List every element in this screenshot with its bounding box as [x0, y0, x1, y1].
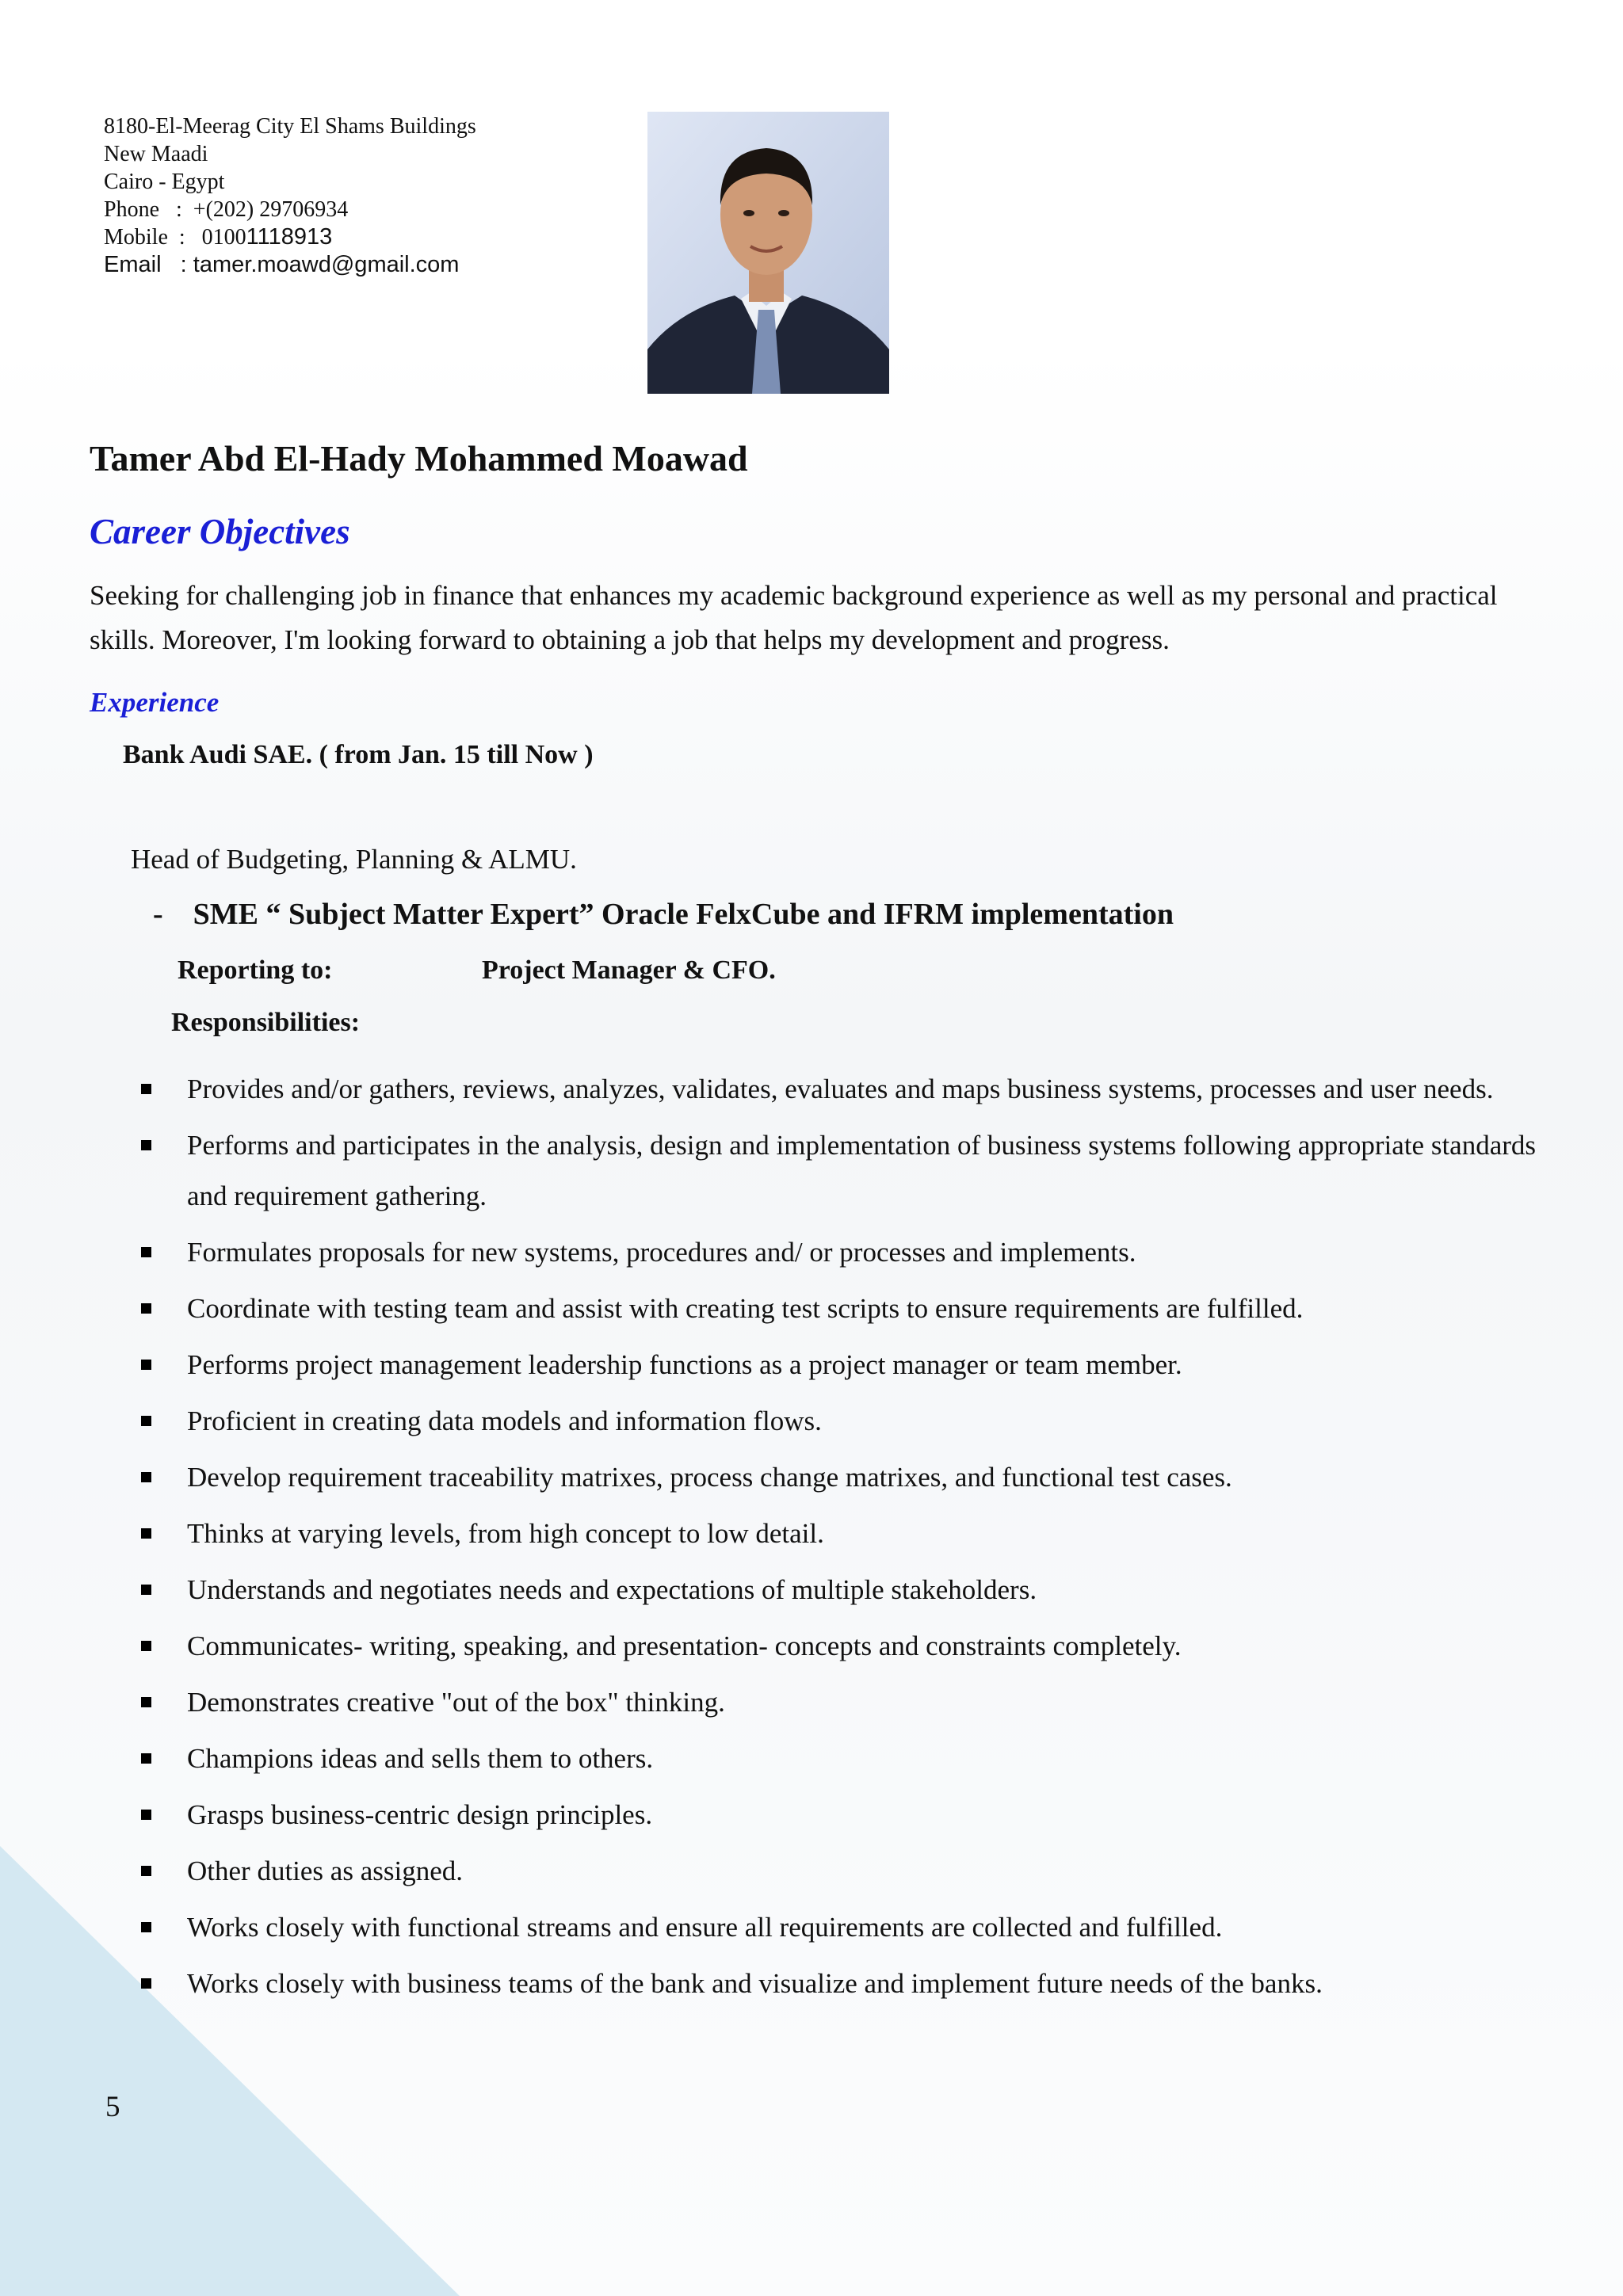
square-bullet-icon	[141, 1247, 151, 1257]
list-item: Proficient in creating data models and information flows.	[139, 1396, 1557, 1447]
square-bullet-icon	[141, 1810, 151, 1820]
list-item: Develop requirement traceability matrixes, process change matrixes, and functional test cases.	[139, 1452, 1557, 1503]
square-bullet-icon	[141, 1922, 151, 1932]
list-item: Works closely with business teams of the bank and visualize and implement future needs of the banks.	[139, 1958, 1557, 2009]
experience-heading: Experience	[90, 687, 220, 718]
phone-line: Phone : +(202) 29706934	[104, 197, 349, 222]
email-line: Email : tamer.moawd@gmail.com	[104, 252, 460, 277]
square-bullet-icon	[141, 1753, 151, 1764]
square-bullet-icon	[141, 1140, 151, 1150]
list-item: Demonstrates creative "out of the box" thinking.	[139, 1677, 1557, 1728]
responsibilities-label: Responsibilities:	[171, 1008, 361, 1037]
list-item: Other duties as assigned.	[139, 1846, 1557, 1897]
page-number: 5	[105, 2091, 120, 2123]
square-bullet-icon	[141, 1866, 151, 1876]
address-line-2: New Maadi	[104, 142, 208, 166]
square-bullet-icon	[141, 1641, 151, 1651]
address-line-1: 8180-El-Meerag City El Shams Buildings	[104, 114, 476, 139]
square-bullet-icon	[141, 1585, 151, 1595]
list-item: Understands and negotiates needs and expectations of multiple stakeholders.	[139, 1565, 1557, 1615]
responsibilities-list	[139, 1064, 1557, 2015]
mobile-line	[104, 223, 476, 251]
list-item: Champions ideas and sells them to others.	[139, 1733, 1557, 1784]
address-line-3: Cairo - Egypt	[104, 170, 225, 194]
reporting-value: Project Manager & CFO.	[482, 955, 776, 985]
list-item: Performs and participates in the analysis, design and implementation of business systems following appropriate standards and requirement gathering.	[139, 1120, 1557, 1222]
reporting-line	[178, 955, 776, 986]
list-item: Provides and/or gathers, reviews, analyzes, validates, evaluates and maps business systems, processes and user needs.	[139, 1064, 1557, 1115]
sme-line: - SME “ Subject Matter Expert” Oracle FelxCube and IFRM implementation	[153, 898, 1174, 931]
square-bullet-icon	[141, 1303, 151, 1314]
list-item: Coordinate with testing team and assist with creating test scripts to ensure requirements are fulfilled.	[139, 1283, 1557, 1334]
list-item: Works closely with functional streams and ensure all requirements are collected and fulfilled.	[139, 1902, 1557, 1953]
company-line: Bank Audi SAE. ( from Jan. 15 till Now )	[123, 740, 594, 769]
mobile-label: Mobile : 0100	[104, 225, 246, 250]
candidate-name: Tamer Abd El-Hady Mohammed Moawad	[90, 438, 748, 479]
career-objectives-text: Seeking for challenging job in finance that enhances my academic background experience as well as my personal and practical skills. Moreover, I'm looking forward to obtaining a job that helps my development and progress.	[90, 580, 1498, 655]
square-bullet-icon	[141, 1528, 151, 1539]
reporting-label: Reporting to:	[178, 955, 333, 985]
role-title: Head of Budgeting, Planning & ALMU.	[131, 844, 577, 875]
career-objectives-heading: Career Objectives	[90, 512, 350, 551]
list-item: Formulates proposals for new systems, procedures and/ or processes and implements.	[139, 1227, 1557, 1278]
list-item: Performs project management leadership functions as a project manager or team member.	[139, 1340, 1557, 1390]
list-item: Communicates- writing, speaking, and presentation- concepts and constraints completely.	[139, 1621, 1557, 1672]
square-bullet-icon	[141, 1416, 151, 1426]
contact-block	[104, 113, 476, 279]
square-bullet-icon	[141, 1084, 151, 1094]
square-bullet-icon	[141, 1360, 151, 1370]
square-bullet-icon	[141, 1978, 151, 1989]
list-item: Thinks at varying levels, from high concept to low detail.	[139, 1508, 1557, 1559]
mobile-number: 1118913	[246, 224, 333, 250]
square-bullet-icon	[141, 1472, 151, 1482]
list-item: Grasps business-centric design principles.	[139, 1790, 1557, 1840]
square-bullet-icon	[141, 1697, 151, 1707]
profile-photo	[647, 112, 889, 394]
